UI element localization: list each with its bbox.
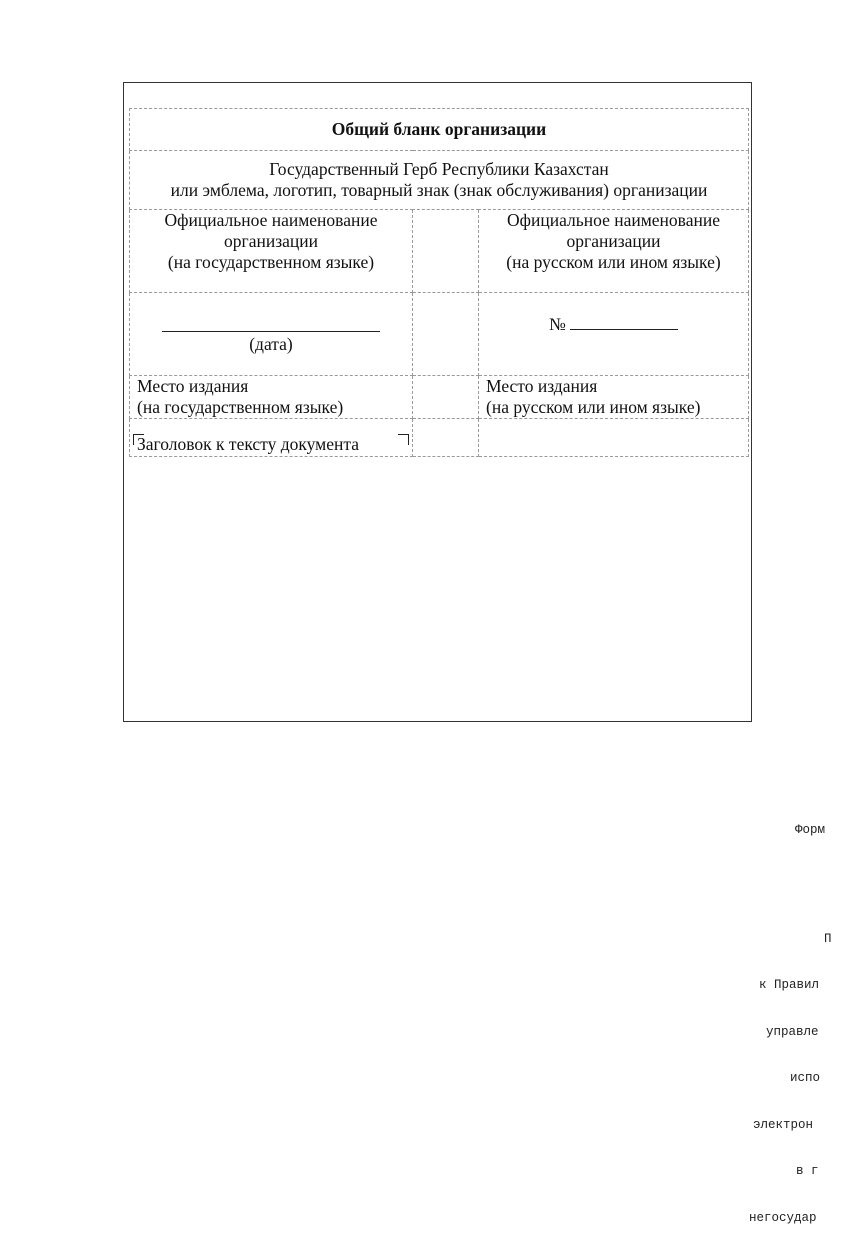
date-label: (дата) <box>249 334 293 354</box>
blank-layout-table <box>129 108 749 457</box>
number-sign: № <box>549 314 566 334</box>
form-title: Общий бланк организации <box>130 109 749 151</box>
org-name-ru-line-3: (на русском или ином языке) <box>506 252 721 272</box>
document-heading-label: Заголовок к тексту документа <box>137 434 359 454</box>
corner-mark-right-icon <box>398 434 409 445</box>
date-input-line <box>162 321 380 332</box>
emblem-line-1: Государственный Герб Республики Казахстан <box>269 159 609 179</box>
document-heading-cell <box>130 419 413 457</box>
appendix-note-line-4: управле <box>766 1024 819 1039</box>
number-input-line <box>570 315 678 330</box>
general-form-blank <box>123 82 752 722</box>
org-name-ru-line-1: Официальное наименование <box>507 210 720 230</box>
appendix-note-line-1: Форм <box>795 823 826 837</box>
org-name-state-cell <box>130 210 413 293</box>
org-name-ru-cell <box>479 210 749 293</box>
spacer-cell <box>413 419 479 457</box>
spacer-cell <box>413 293 479 376</box>
emblem-cell <box>130 151 749 210</box>
appendix-note-line-8: негосудар <box>749 1210 817 1225</box>
org-name-state-line-3: (на государственном языке) <box>167 252 375 272</box>
appendix-note-line-7: в г <box>796 1164 819 1178</box>
emblem-line-2: или эмблема, логотип, товарный знак (знак обслуживания) организации <box>170 180 708 200</box>
appendix-note-line-3: к Правил <box>759 978 820 992</box>
place-ru-line-2: (на русском или ином языке) <box>486 397 701 417</box>
date-cell <box>130 293 413 376</box>
empty-cell <box>479 419 749 457</box>
appendix-note-line-5: испо <box>790 1071 821 1085</box>
place-state-line-2: (на государственном языке) <box>137 397 344 417</box>
number-cell <box>479 293 749 376</box>
org-name-state-line-1: Официальное наименование <box>164 210 378 230</box>
spacer-cell <box>413 376 479 419</box>
spacer-cell <box>413 210 479 293</box>
place-ru-cell <box>479 376 749 419</box>
org-name-ru-line-2: организации <box>566 231 661 251</box>
place-state-cell <box>130 376 413 419</box>
org-name-state-line-2: организации <box>224 231 318 251</box>
place-state-line-1: Место издания <box>137 376 249 396</box>
appendix-note-line-6: электрон <box>753 1117 814 1132</box>
place-ru-line-1: Место издания <box>486 376 598 396</box>
appendix-note-line-2: П <box>824 931 832 946</box>
appendix-note <box>740 792 860 1242</box>
